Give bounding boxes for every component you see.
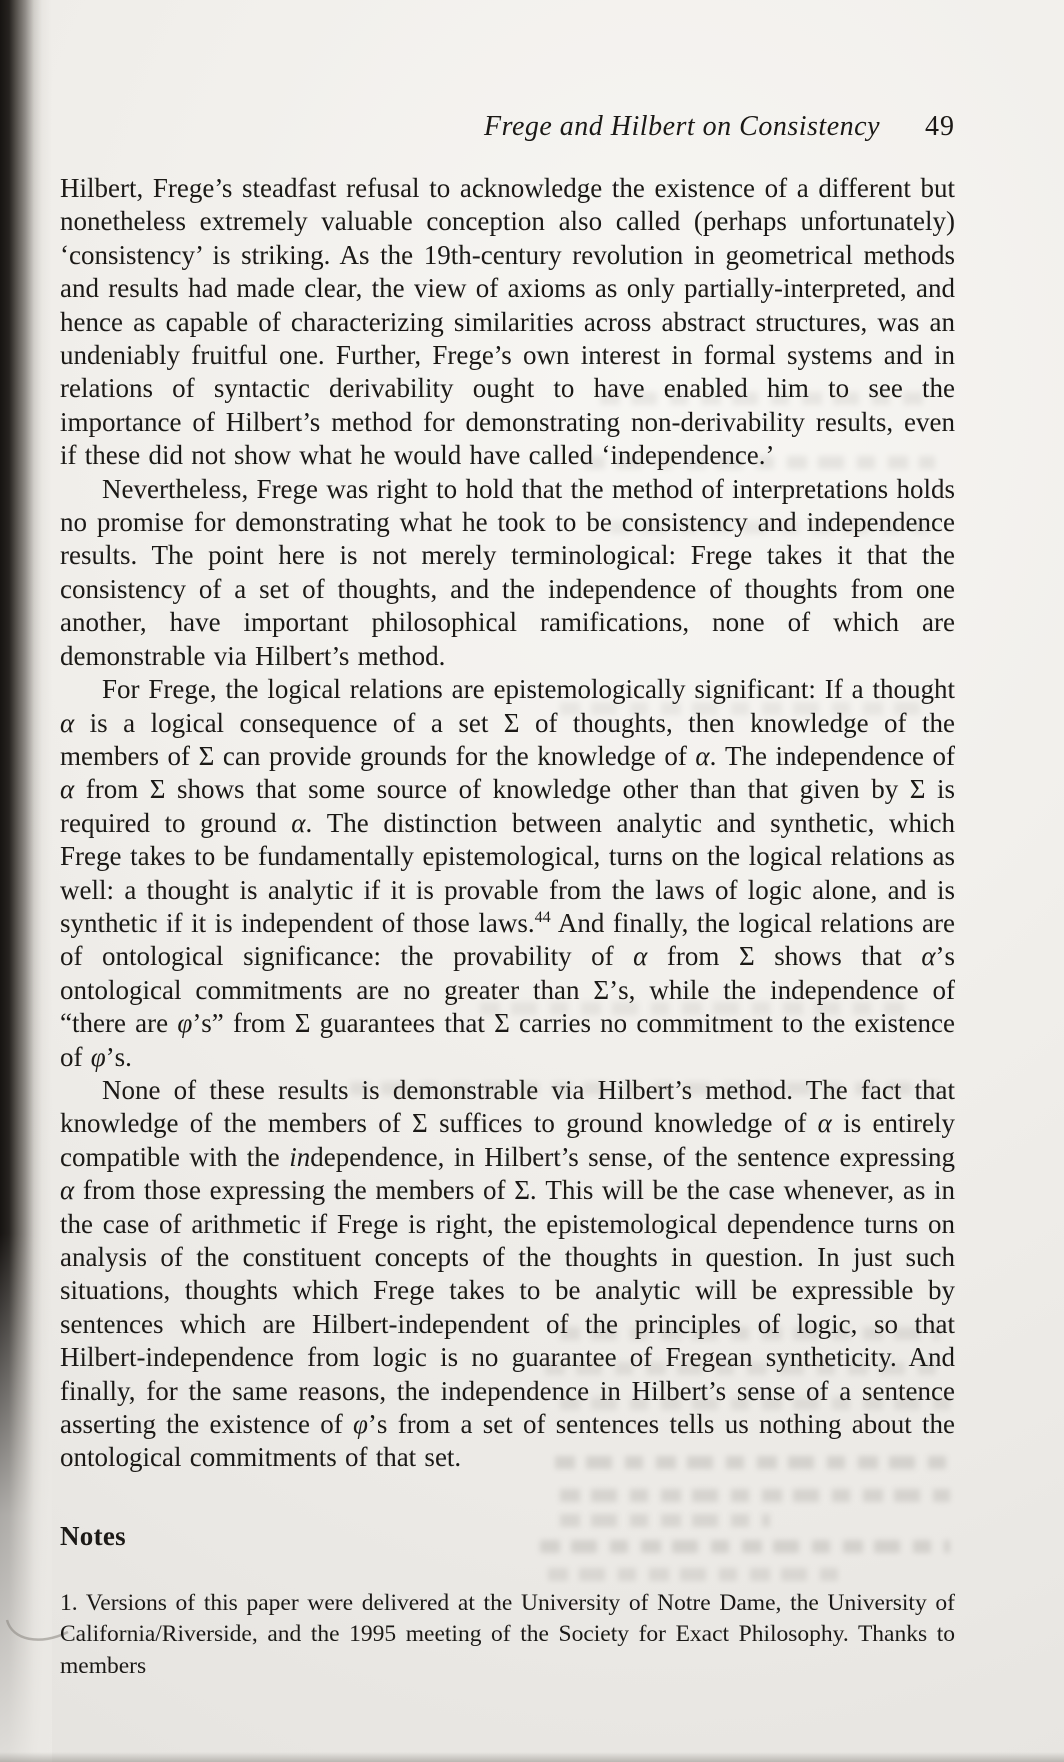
footnotes (60, 1588, 955, 1683)
paragraph: None of these results is demonstrable via Hilbert’s method. The fact that knowledge of the members of Σ suffices to ground knowledge of α is entirely compatible with the independence, in Hilbert’s sense, of the sentence expressing α from those expressing the members of Σ. This will be the case whenever, as in the case of arithmetic if Frege is right, the epistemological dependence turns on analysis of the constituent concepts of the thoughts in question. In just such situations, thoughts which Frege takes to be analytic will be expressible by sentences which are Hilbert-independent of the principles of logic, so that Hilbert-independence from logic is no guarantee of Fregean syntheticity. And finally, for the same reasons, the independence in Hilbert’s sense of a sentence asserting the existence of φ’s from a set of sentences tells us nothing about the ontological commitments of that set. (60, 1074, 955, 1473)
paragraph: For Frege, the logical relations are epistemologically significant: If a thought α is a logical consequence of a set Σ of thoughts, then knowledge of the members of Σ can provide grounds for the knowledge of α. The independence of α from Σ shows that some source of knowledge other than that given by Σ is required to ground α. The distinction between analytic and synthetic, which Frege takes to be fundamentally epistemological, turns on the logical relations as well: a thought is analytic if it is provable from the laws of logic alone, and is synthetic if it is independent of those laws.$^{44}$ And finally, the logical relations are of ontological significance: the provability of α from Σ shows that α’s ontological commitments are no greater than Σ’s, while the independence of “there are φ’s” from Σ guarantees that Σ carries no commitment to the existence of φ’s. (60, 674, 956, 1072)
paragraph: Hilbert, Frege’s steadfast refusal to acknowledge the existence of a different but nonetheless extremely valuable conception also called (perhaps unfortunately) ‘consistency’ is striking. As the 19th-century revolution in geometrical methods and results had made clear, the view of axioms as only partially-interpreted, and hence as capable of characterizing similarities across abstract structures, was an undeniably fruitful one. Further, Frege’s own interest in formal systems and in relations of syntactic derivability ought to have enabled him to see the importance of Hilbert’s method for demonstrating non-derivability results, even if these did not show what he would have called ‘independence.’ (60, 173, 955, 471)
page-number: 49 (925, 111, 955, 142)
scan-bottom-shadow (0, 1752, 1064, 1762)
paragraph: Nevertheless, Frege was right to hold that the method of interpretations holds no promise for demonstrating what he took to be consistency and independence results. The point here is not merely terminological: Frege takes it that the consistency of a set of thoughts, and the independence of thoughts from one another, have important philosophical ramifications, none of which are demonstrable via Hilbert’s method. (60, 473, 955, 671)
scan-gutter-shadow (0, 0, 52, 1762)
body-paragraphs (60, 172, 955, 1475)
running-head-title: Frege and Hilbert on Consistency (483, 111, 880, 142)
notes-heading: Notes (60, 1520, 126, 1551)
page-content (60, 0, 955, 1682)
footnote-item: 1. Versions of this paper were delivered at the University of Notre Dame, the University of California/Riverside, and the 1995 meeting of the Society for Exact Philosophy. Thanks to members (60, 1589, 955, 1679)
running-head (60, 112, 955, 142)
